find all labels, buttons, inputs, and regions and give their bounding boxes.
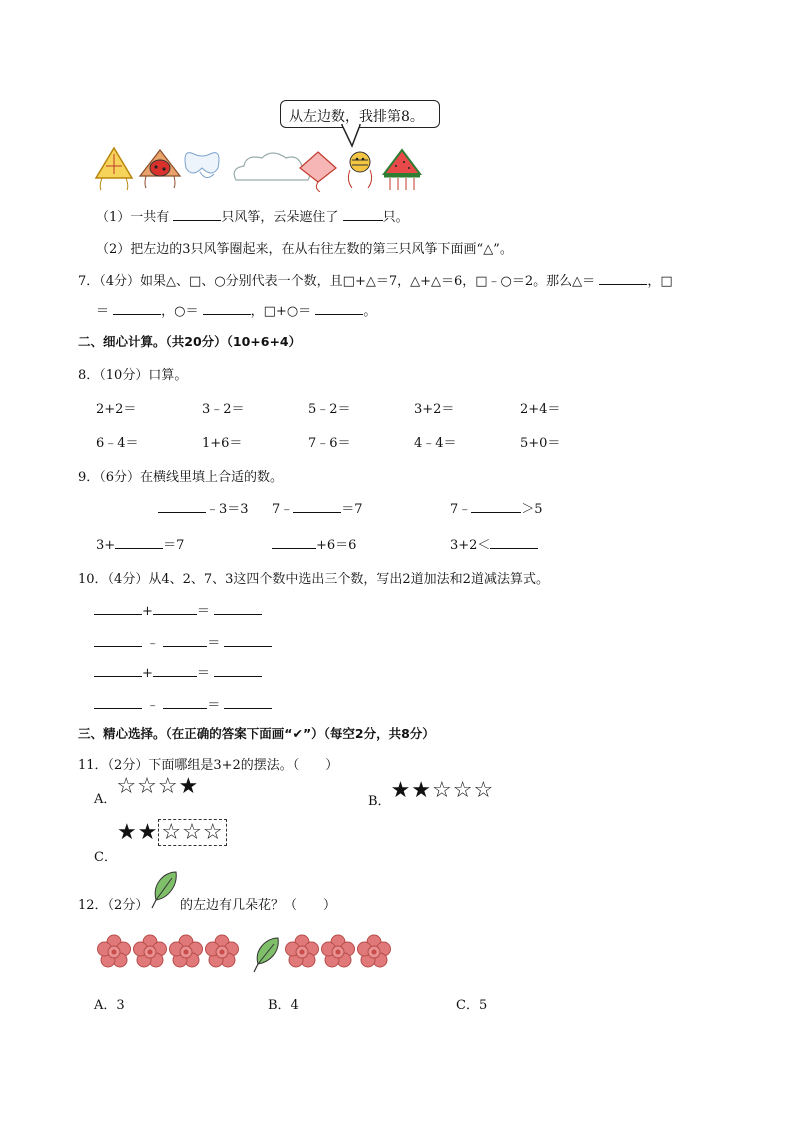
q12-question-text: 的左边有几朵花？（ ） — [180, 898, 337, 913]
q11-title: 11．（2分）下面哪组是3+2的摆法。（ ） — [78, 758, 339, 773]
flower-icon — [358, 935, 391, 967]
flower-icon — [98, 935, 131, 967]
q8-expr-r2-2: 1+6＝ — [202, 436, 243, 451]
kite-icon-ladybug — [140, 150, 180, 188]
answer-blank[interactable] — [153, 602, 197, 615]
q9-item-5: +6＝6 — [272, 534, 356, 553]
answer-blank[interactable] — [490, 536, 538, 549]
q12-option-c[interactable]: C．5 — [456, 998, 488, 1013]
section-2-heading: 二、细心计算。（共20分）（10+6+4） — [78, 334, 302, 349]
kite-icon-pink — [300, 152, 336, 192]
q8-expr-r1-5: 2+4＝ — [520, 402, 561, 417]
flower-icon — [286, 935, 319, 967]
flowers-row — [94, 930, 394, 974]
answer-blank[interactable] — [224, 696, 272, 709]
q8-expr-r1-3: 5﹣2＝ — [308, 402, 351, 417]
star-icons: ☆☆☆★ — [116, 774, 200, 799]
q10-subtraction-1: ﹣ ＝ — [94, 632, 272, 651]
leaf-icon — [254, 938, 278, 972]
q7-line1: 7．（4分）如果△、□、○分别代表一个数，且□+△＝7，△+△＝6，□﹣○＝2。那么△＝ ，□ — [78, 274, 673, 289]
q9-item-6: 3+2＜ — [450, 534, 538, 553]
answer-blank[interactable] — [94, 602, 142, 615]
q10-subtraction-2: ﹣ ＝ — [94, 694, 272, 713]
kite-icon-bee — [348, 152, 371, 188]
kite-icon-watermelon — [384, 150, 420, 190]
flower-icon — [322, 935, 355, 967]
answer-blank[interactable] — [173, 208, 221, 221]
q11-option-c[interactable]: C．★★ ☆☆☆ — [94, 820, 227, 845]
leaf-icon — [148, 870, 178, 910]
answer-blank[interactable] — [599, 272, 647, 285]
flower-icon — [206, 935, 239, 967]
kite-icon-1 — [96, 148, 132, 190]
answer-blank[interactable] — [163, 634, 207, 647]
q10-title: 10．（4分）从4、2、7、3这四个数中选出三个数，写出2道加法和2道减法算式。 — [78, 572, 549, 587]
answer-blank[interactable] — [163, 696, 207, 709]
answer-blank[interactable] — [343, 208, 383, 221]
star-icons: ★★☆☆☆ — [390, 778, 495, 803]
q6-sub2: （2）把左边的3只风筝圈起来，在从右往左数的第三只风筝下面画“△”。 — [96, 242, 513, 257]
q8-expr-r2-5: 5+0＝ — [520, 436, 561, 451]
answer-blank[interactable] — [224, 634, 272, 647]
answer-blank[interactable] — [214, 602, 262, 615]
q8-expr-r1-4: 3+2＝ — [414, 402, 455, 417]
answer-blank[interactable] — [214, 664, 262, 677]
answer-blank[interactable] — [94, 634, 142, 647]
answer-blank[interactable] — [315, 302, 363, 315]
answer-blank[interactable] — [94, 696, 142, 709]
q9-title: 9．（6分）在横线里填上合适的数。 — [78, 470, 284, 485]
section-3-heading: 三、精心选择。（在正确的答案下面画“✔”）（每空2分，共8分） — [78, 726, 435, 741]
q8-expr-r1-2: 3﹣2＝ — [202, 402, 245, 417]
q9-item-4: 3+ ＝7 — [96, 538, 185, 553]
q12-option-a[interactable]: A．3 — [94, 998, 125, 1013]
flower-icon — [170, 935, 203, 967]
q10-addition-1: + ＝ — [94, 600, 262, 619]
q11-option-b[interactable]: B．★★☆☆☆ — [368, 778, 495, 809]
star-icons: ★★ — [116, 820, 159, 845]
answer-blank[interactable] — [293, 500, 341, 513]
bubble-text: 从左边数，我排第8。 — [289, 109, 424, 125]
answer-blank[interactable] — [113, 302, 161, 315]
q10-addition-2: + ＝ — [94, 662, 262, 681]
kite-icon-butterfly — [185, 153, 219, 178]
answer-blank[interactable] — [158, 500, 206, 513]
q8-expr-r1-1: 2+2＝ — [96, 402, 137, 417]
star-icons-boxed: ☆☆☆ — [158, 819, 226, 846]
cloud-icon — [234, 153, 310, 180]
q9-item-2: 7﹣ ＝7 — [272, 502, 363, 517]
answer-blank[interactable] — [94, 664, 142, 677]
kites-illustration — [94, 146, 430, 192]
answer-blank[interactable] — [471, 500, 521, 513]
q9-item-1: ﹣3＝3 — [158, 498, 249, 517]
q9-item-3: 7﹣ ＞5 — [450, 502, 543, 517]
q7-line2: ＝ ，○＝ ，□+○＝ 。 — [96, 304, 377, 319]
q8-expr-r2-1: 6﹣4＝ — [96, 436, 139, 451]
answer-blank[interactable] — [203, 302, 251, 315]
flower-icon — [134, 935, 167, 967]
q8-expr-r2-4: 4﹣4＝ — [414, 436, 457, 451]
bubble-tail — [340, 124, 362, 148]
q8-expr-r2-3: 7﹣6＝ — [308, 436, 351, 451]
answer-blank[interactable] — [115, 536, 163, 549]
answer-blank[interactable] — [153, 664, 197, 677]
q12-title: 12．（2分） — [78, 898, 149, 913]
q12-option-b[interactable]: B．4 — [268, 998, 299, 1013]
q8-title: 8．（10分）口算。 — [78, 368, 188, 383]
q11-option-a[interactable]: A．☆☆☆★ — [94, 774, 200, 807]
answer-blank[interactable] — [272, 536, 316, 549]
q6-sub1: （1）一共有 只风筝，云朵遮住了 只。 — [96, 210, 409, 225]
